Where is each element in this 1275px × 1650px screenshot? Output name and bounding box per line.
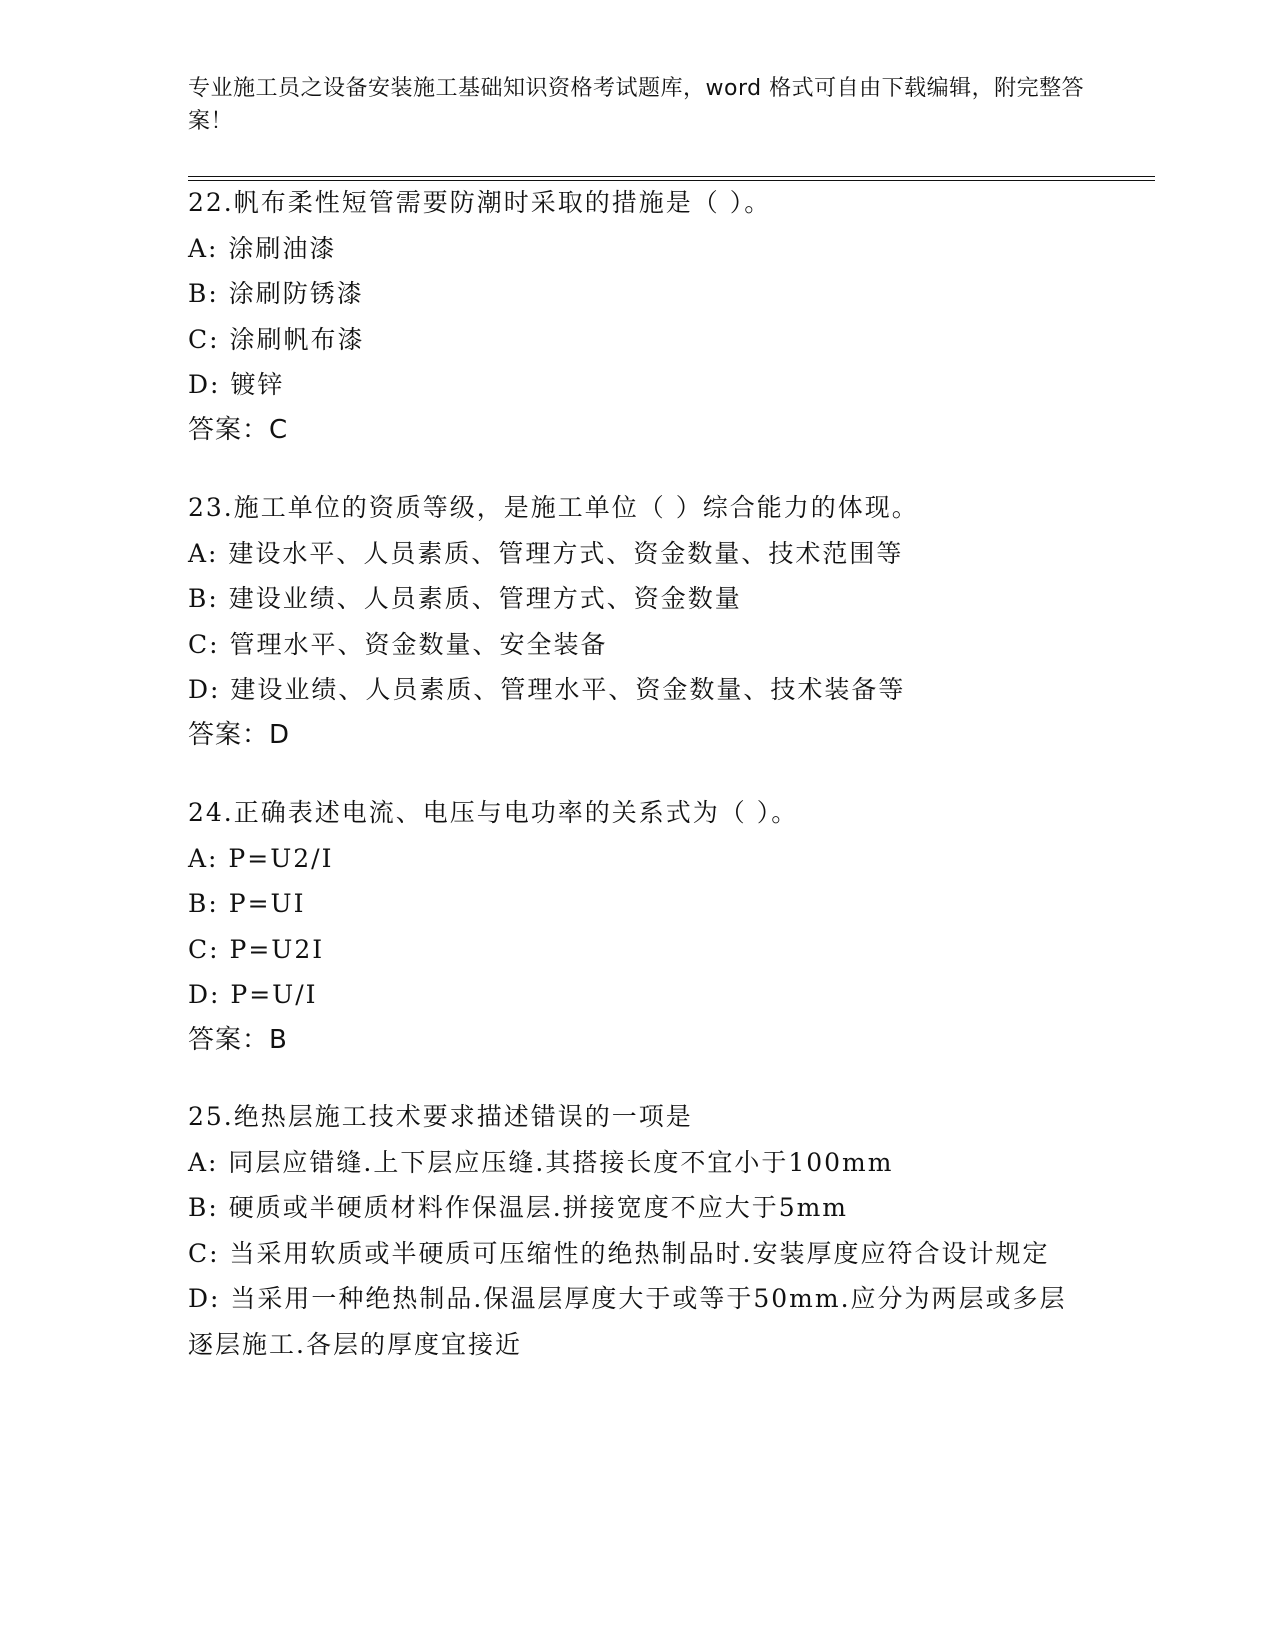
question-stem: 25.绝热层施工技术要求描述错误的一项是	[188, 1102, 693, 1131]
question-stem: 24.正确表述电流、电压与电功率的关系式为（ ）。	[188, 798, 799, 827]
question-22	[188, 180, 1088, 454]
question-stem: 23.施工单位的资质等级，是施工单位（ ）综合能力的体现。	[188, 493, 919, 522]
answer: 答案：D	[188, 719, 291, 750]
answer: 答案：B	[188, 1024, 288, 1055]
question-24	[188, 790, 1088, 1064]
header-text: 专业施工员之设备安装施工基础知识资格考试题库，word 格式可自由下载编辑，附完整答案！	[188, 76, 1085, 134]
option-a: A: 同层应错缝.上下层应压缝.其搭接长度不宜小于100mm	[188, 1147, 894, 1177]
option-c: C: 管理水平、资金数量、安全装备	[188, 629, 608, 659]
option-c: C: 涂刷帆布漆	[188, 324, 365, 354]
option-a: A: 涂刷油漆	[188, 233, 337, 263]
option-c: C: P=U2I	[188, 934, 325, 964]
option-d: D: 建设业绩、人员素质、管理水平、资金数量、技术装备等	[188, 675, 906, 705]
option-d: D: P=U/I	[188, 980, 318, 1010]
option-a: A: 建设水平、人员素质、管理方式、资金数量、技术范围等	[188, 538, 904, 568]
document-header	[188, 72, 1088, 138]
option-b: B: 建设业绩、人员素质、管理方式、资金数量	[188, 584, 742, 614]
option-b: B: P=UI	[188, 889, 306, 919]
option-b: B: 硬质或半硬质材料作保温层.拼接宽度不应大于5mm	[188, 1193, 849, 1223]
option-d: D: 当采用一种绝热制品.保温层厚度大于或等于50mm.应分为两层或多层逐层施工.各层的厚度宜接近	[188, 1284, 1067, 1359]
answer: 答案：C	[188, 414, 289, 445]
option-b: B: 涂刷防锈漆	[188, 279, 364, 309]
option-a: A: P=U2/I	[188, 843, 334, 873]
question-stem: 22.帆布柔性短管需要防潮时采取的措施是（ ）。	[188, 188, 772, 217]
question-23	[188, 485, 1088, 759]
option-c: C: 当采用软质或半硬质可压缩性的绝热制品时.安装厚度应符合设计规定	[188, 1238, 1050, 1268]
question-25	[188, 1094, 1088, 1368]
option-d: D: 镀锌	[188, 370, 285, 400]
